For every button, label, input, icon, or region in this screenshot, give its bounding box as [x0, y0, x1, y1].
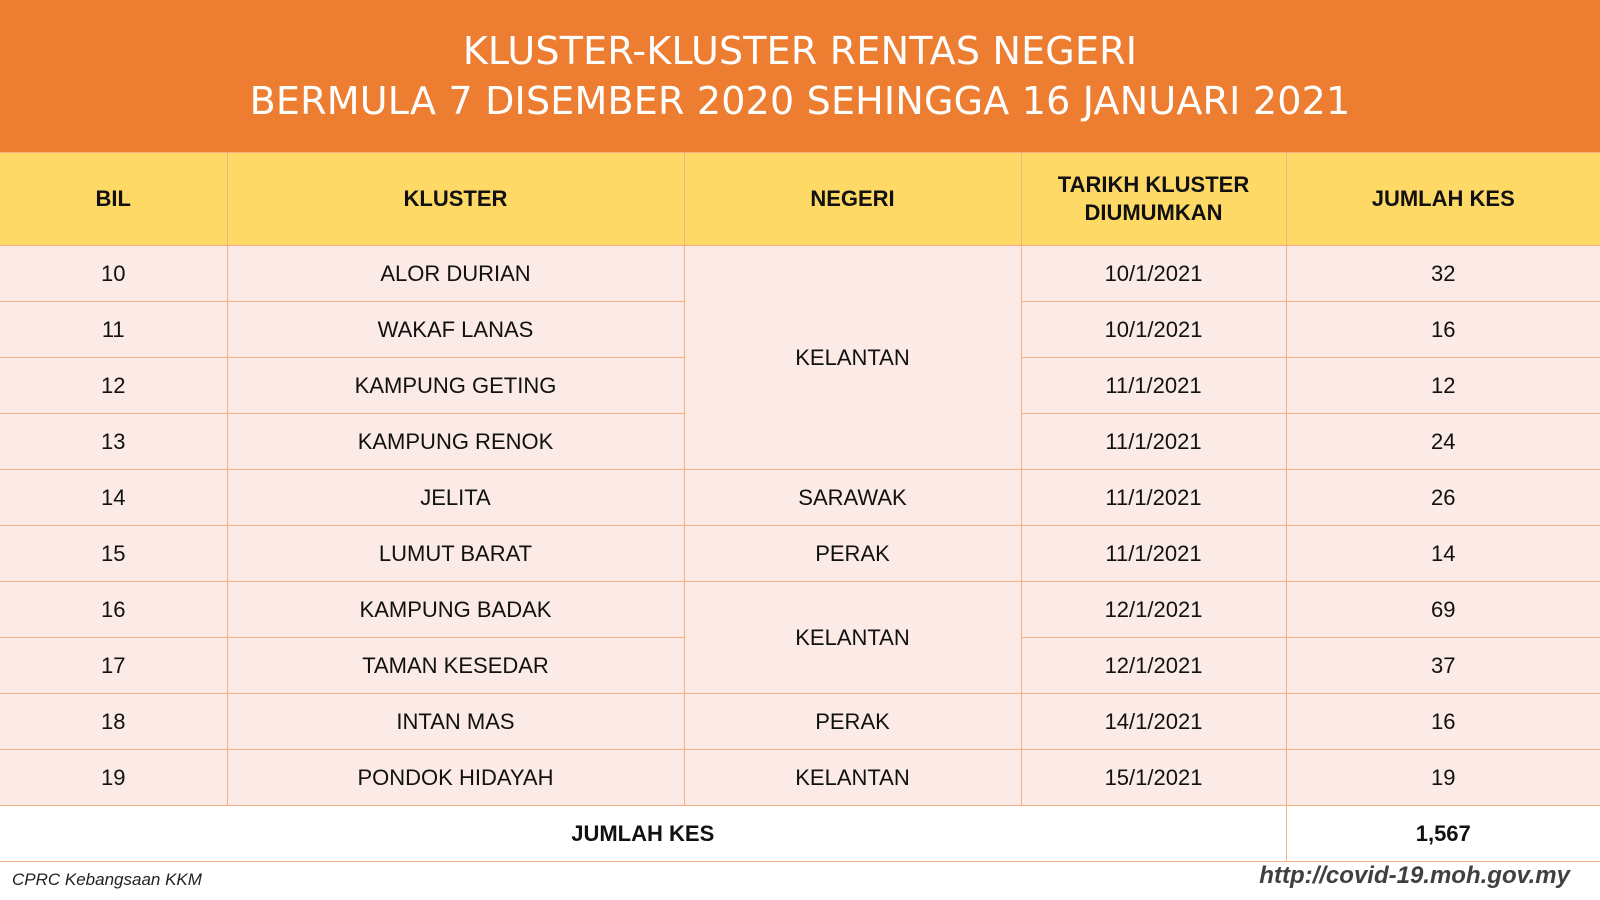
- cell-kluster: KAMPUNG GETING: [227, 358, 684, 414]
- total-label: JUMLAH KES: [0, 806, 1286, 862]
- cell-kluster: KAMPUNG BADAK: [227, 582, 684, 638]
- cell-jumlah: 32: [1286, 246, 1600, 302]
- cell-negeri: PERAK: [684, 694, 1021, 750]
- column-header-kluster: KLUSTER: [227, 153, 684, 246]
- cell-jumlah: 16: [1286, 694, 1600, 750]
- column-header-tarikh-label: TARIKH KLUSTER DIUMUMKAN: [1057, 172, 1250, 225]
- cell-jumlah: 12: [1286, 358, 1600, 414]
- cell-kluster: KAMPUNG RENOK: [227, 414, 684, 470]
- table-row: [0, 246, 1600, 302]
- cell-bil: 10: [0, 246, 227, 302]
- cell-jumlah: 24: [1286, 414, 1600, 470]
- cell-kluster: TAMAN KESEDAR: [227, 638, 684, 694]
- cell-tarikh: 11/1/2021: [1021, 526, 1286, 582]
- page-subtitle: BERMULA 7 DISEMBER 2020 SEHINGGA 16 JANUARI 2021: [249, 79, 1351, 123]
- cell-kluster: ALOR DURIAN: [227, 246, 684, 302]
- table-row: [0, 750, 1600, 806]
- table-row: [0, 694, 1600, 750]
- cell-bil: 14: [0, 470, 227, 526]
- total-row: [0, 806, 1600, 862]
- cell-kluster: JELITA: [227, 470, 684, 526]
- cell-negeri: SARAWAK: [684, 470, 1021, 526]
- cell-tarikh: 12/1/2021: [1021, 638, 1286, 694]
- cell-bil: 12: [0, 358, 227, 414]
- table-row: [0, 582, 1600, 638]
- cell-negeri: KELANTAN: [684, 750, 1021, 806]
- cell-negeri: KELANTAN: [684, 246, 1021, 470]
- cell-tarikh: 14/1/2021: [1021, 694, 1286, 750]
- cell-jumlah: 19: [1286, 750, 1600, 806]
- total-value: 1,567: [1286, 806, 1600, 862]
- source-credit: CPRC Kebangsaan KKM: [12, 870, 202, 889]
- cell-tarikh: 11/1/2021: [1021, 470, 1286, 526]
- cell-tarikh: 10/1/2021: [1021, 246, 1286, 302]
- cell-tarikh: 12/1/2021: [1021, 582, 1286, 638]
- source-url: http://covid-19.moh.gov.my: [1259, 862, 1570, 889]
- cell-bil: 19: [0, 750, 227, 806]
- cell-jumlah: 16: [1286, 302, 1600, 358]
- cell-negeri: PERAK: [684, 526, 1021, 582]
- cell-bil: 17: [0, 638, 227, 694]
- cell-jumlah: 26: [1286, 470, 1600, 526]
- cell-bil: 11: [0, 302, 227, 358]
- cell-tarikh: 11/1/2021: [1021, 358, 1286, 414]
- cell-bil: 13: [0, 414, 227, 470]
- cell-jumlah: 37: [1286, 638, 1600, 694]
- cell-bil: 18: [0, 694, 227, 750]
- cell-bil: 15: [0, 526, 227, 582]
- table-header-row: [0, 153, 1600, 246]
- column-header-jumlah: JUMLAH KES: [1286, 153, 1600, 246]
- column-header-tarikh: [1021, 153, 1286, 246]
- cell-tarikh: 15/1/2021: [1021, 750, 1286, 806]
- cell-tarikh: 11/1/2021: [1021, 414, 1286, 470]
- cell-kluster: INTAN MAS: [227, 694, 684, 750]
- table-row: [0, 470, 1600, 526]
- cell-kluster: LUMUT BARAT: [227, 526, 684, 582]
- cell-jumlah: 69: [1286, 582, 1600, 638]
- cluster-table: [0, 152, 1600, 862]
- page-title: KLUSTER-KLUSTER RENTAS NEGERI: [462, 29, 1138, 73]
- cell-jumlah: 14: [1286, 526, 1600, 582]
- title-banner: [0, 0, 1600, 152]
- column-header-bil: BIL: [0, 153, 227, 246]
- cell-kluster: WAKAF LANAS: [227, 302, 684, 358]
- cell-tarikh: 10/1/2021: [1021, 302, 1286, 358]
- cell-negeri: KELANTAN: [684, 582, 1021, 694]
- table-row: [0, 526, 1600, 582]
- column-header-negeri: NEGERI: [684, 153, 1021, 246]
- cell-bil: 16: [0, 582, 227, 638]
- cell-kluster: PONDOK HIDAYAH: [227, 750, 684, 806]
